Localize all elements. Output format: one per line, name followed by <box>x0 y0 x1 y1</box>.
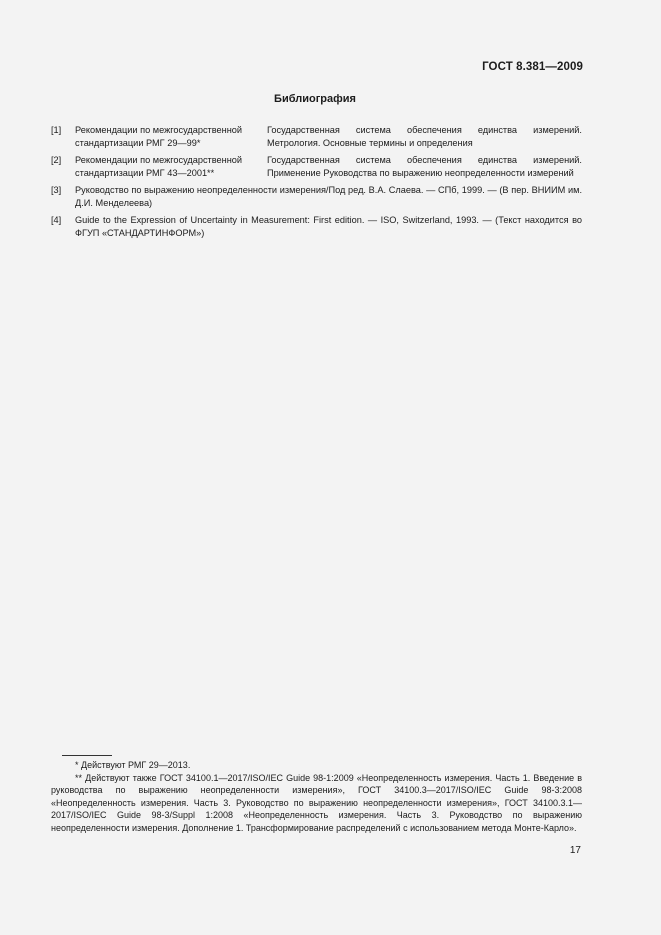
footnote-1: * Действуют РМГ 29—2013. <box>75 760 191 770</box>
entry-title: Государственная система обеспечения единства измерений. Применение Руководства по выражению неопределенности измерений <box>267 155 582 178</box>
section-title: Библиография <box>274 93 356 105</box>
entry-number: [4] <box>51 215 62 225</box>
bibliography-entry <box>51 154 582 180</box>
page-number: 17 <box>569 845 581 856</box>
bibliography-entry <box>51 184 582 210</box>
bibliography-entry <box>51 124 582 150</box>
document-code: ГОСТ 8.381—2009 <box>482 61 583 73</box>
footnote-2: ** Действуют также ГОСТ 34100.1—2017/ISO/IEC Guide 98-1:2009 «Неопределенность измерения. Часть 1. Введение в руководства по выражению неопределенности измерения», ГОСТ 34100.3—2017/ISO/IEC Guide 98-3:2008 «Неопределенность измерения. Часть 3. Руководство по выражению неопределенности измерения», ГОСТ 34100.3.1—2017/ISO/IEC Guide 98-3/Suppl 1:2008 «Неопределенность измерения. Часть 3. Руководство по выражению неопределенности измерения. Дополнение 1. Трансформирование распределений с использованием метода Монте-Карло». <box>51 772 582 833</box>
footnotes <box>51 759 582 835</box>
entry-text: Руководство по выражению неопределенности измерения/Под ред. В.А. Слаева. — СПб, 1999. — (В пер. ВНИИМ им. Д.И. Менделеева) <box>75 185 582 208</box>
entry-title: Государственная система обеспечения единства измерений. Метрология. Основные термины и определения <box>267 125 582 148</box>
entry-source: Рекомендации по межгосударственной стандартизации РМГ 29—99* <box>75 125 243 148</box>
entry-text: Guide to the Expression of Uncertainty in Measurement: First edition. — ISO, Switzerland, 1993. — (Текст находится во ФГУП «СТАНДАРТИНФОРМ») <box>75 215 582 238</box>
entry-source: Рекомендации по межгосударственной стандартизации РМГ 43—2001** <box>75 155 243 178</box>
entry-number: [1] <box>51 125 62 135</box>
footnote-divider <box>62 755 112 756</box>
bibliography-entry <box>51 214 582 240</box>
entry-number: [2] <box>51 155 62 165</box>
bibliography-list <box>51 124 582 244</box>
entry-number: [3] <box>51 185 62 195</box>
